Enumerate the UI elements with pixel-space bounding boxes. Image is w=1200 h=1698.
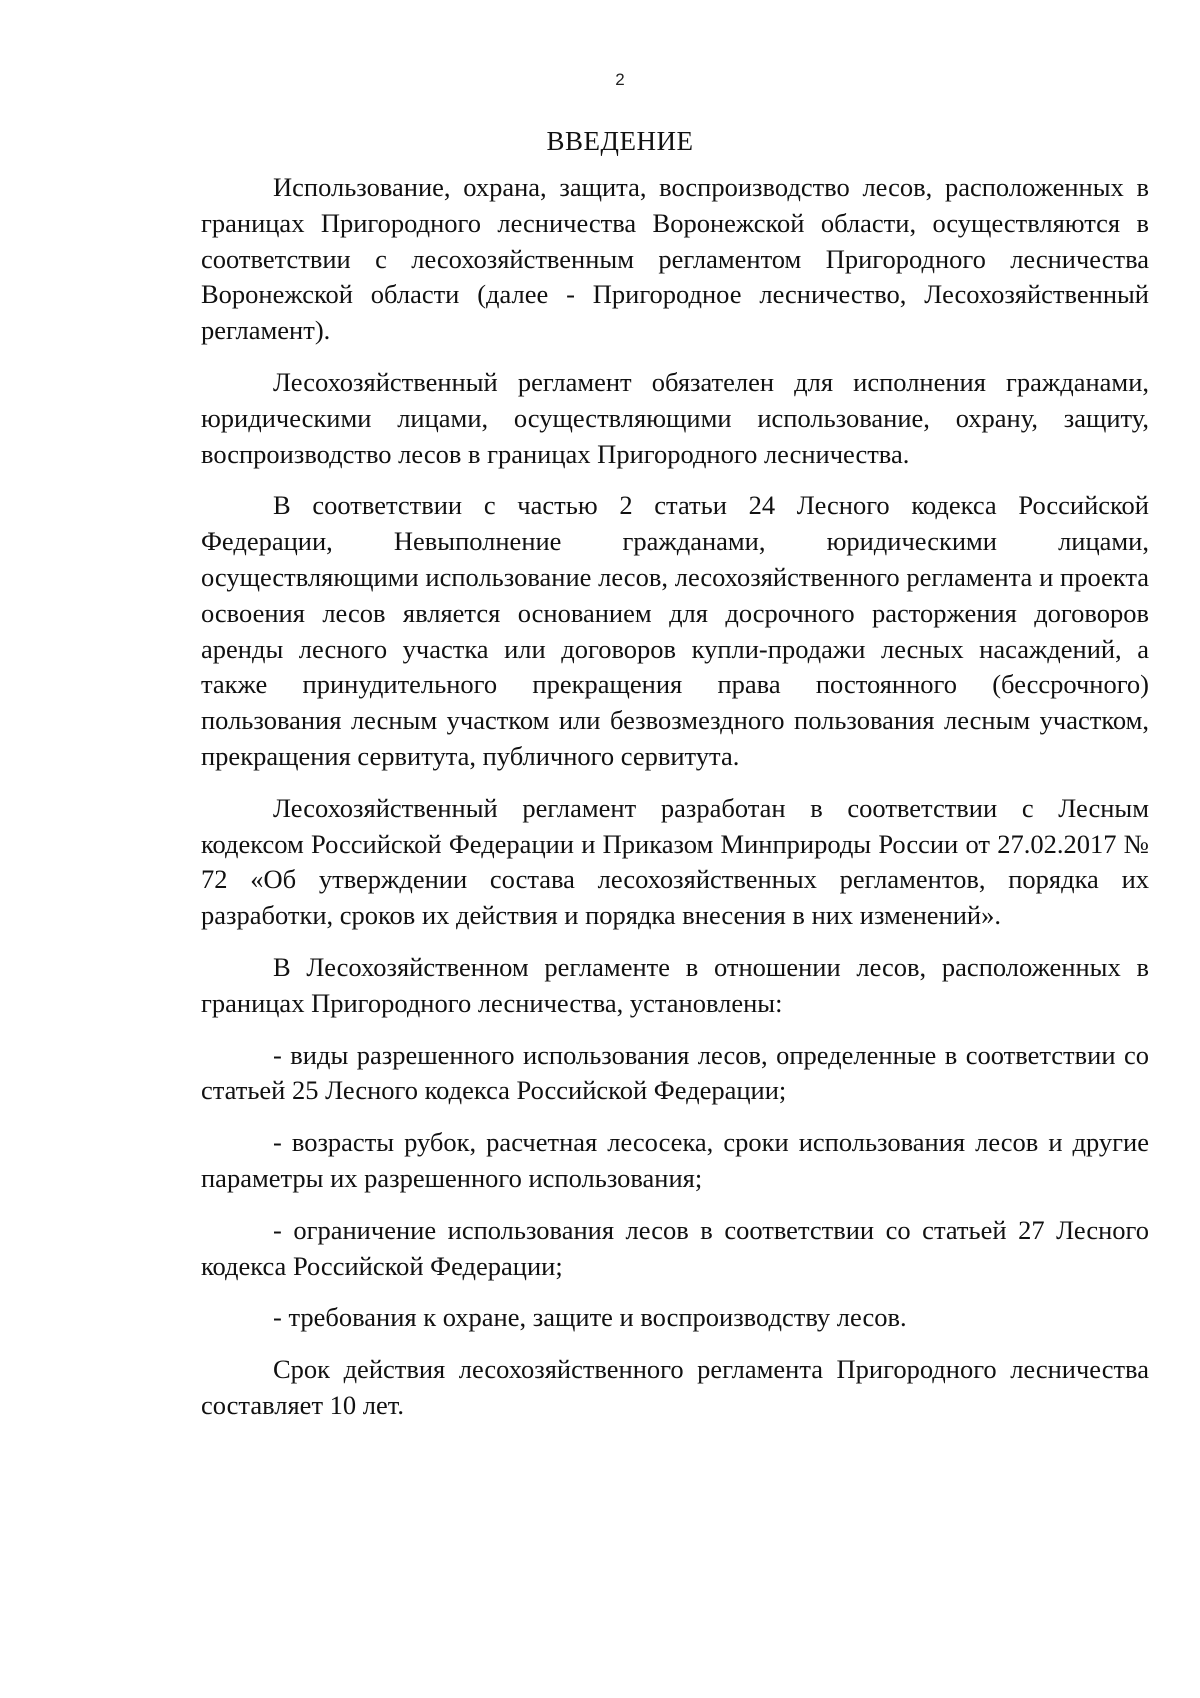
section-heading: ВВЕДЕНИЕ xyxy=(546,126,694,156)
page-number: 2 xyxy=(615,70,625,89)
paragraph-violation: В соответствии с частью 2 статьи 24 Лесного кодекса Российской Федерации, Невыполнение гражданами, юридическими лицами, осуществляющими использование лесов, лесохозяйственного регламента и проекта освоения лесов является основанием для досрочного расторжения договоров аренды лесного участка или договоров купли-продажи лесных насаждений, а также принудительного прекращения права постоянного (бессрочного) пользования лесным участком или безвозмездного пользования лесным участком, прекращения сервитута, публичного сервитута. xyxy=(201,490,1149,771)
paragraph-established: В Лесохозяйственном регламенте в отношении лесов, расположенных в границах Пригородного лесничества, установлены: xyxy=(201,951,1149,1018)
list-item: - требования к охране, защите и воспроизводству лесов. xyxy=(273,1302,907,1333)
list-item: - возрасты рубок, расчетная лесосека, сроки использования лесов и другие параметры их разрешенного использования; xyxy=(201,1127,1149,1193)
paragraph-intro: Использование, охрана, защита, воспроизводство лесов, расположенных в границах Пригородного лесничества Воронежской области, осуществляются в соответствии с лесохозяйственным регламентом Пригородного лесничества Воронежской области (далее - Пригородное лесничество, Лесохозяйственный регламент). xyxy=(201,172,1149,346)
list-item: - ограничение использования лесов в соответствии со статьей 27 Лесного кодекса Российской Федерации; xyxy=(201,1214,1149,1281)
paragraph-obligation: Лесохозяйственный регламент обязателен для исполнения гражданами, юридическими лицами, осуществляющими использование, охрану, защиту, воспроизводство лесов в границах Пригородного лесничества. xyxy=(201,366,1149,469)
body-text xyxy=(201,170,1149,1440)
paragraph-validity-term: Срок действия лесохозяйственного регламента Пригородного лесничества составляет 10 лет. xyxy=(201,1354,1149,1420)
paragraph-legal-basis: Лесохозяйственный регламент разработан в соответствии с Лесным кодексом Российской Федерации и Приказом Минприроды России от 27.02.2017 № 72 «Об утверждении состава лесохозяйственных регламентов, порядка их разработки, сроков их действия и порядка внесения в них изменений». xyxy=(201,792,1149,931)
list-item: - виды разрешенного использования лесов, определенные в соответствии со статьей 25 Лесного кодекса Российской Федерации; xyxy=(201,1039,1149,1106)
